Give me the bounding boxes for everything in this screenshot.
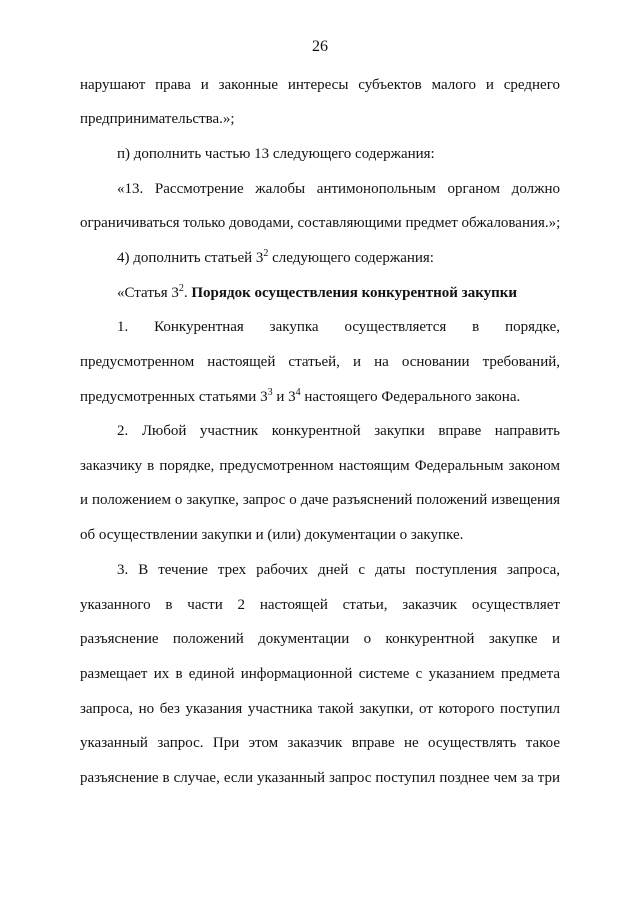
text-fragment: настоящего Федерального закона. [300,389,521,405]
text-line: ограничиваться только доводами, составляющими предмет обжалования.»; [80,215,561,231]
superscript: 2 [263,248,269,259]
text-line: предпринимательства.»; [80,111,235,127]
superscript: 4 [295,387,301,398]
page-number: 26 [312,38,328,55]
text-line: предусмотренном настоящей статьей, и на основании требований, [80,354,560,370]
text-line: нарушают права и законные интересы субъектов малого и среднего [80,77,560,93]
text-line: 2. Любой участник конкурентной закупки вправе направить [117,423,560,439]
text-line: разъяснение в случае, если указанный запрос поступил позднее чем за три [80,770,560,786]
article-title: Порядок осуществления конкурентной закупки [191,285,518,301]
text-line: 1. Конкурентная закупка осуществляется в порядке, [117,319,560,335]
text-line: указанный запрос. При этом заказчик вправе не осуществлять такое [80,735,560,751]
text-line: и положением о закупке, запрос о даче разъяснений положений извещения [80,492,560,508]
text-line: запроса, но без указания участника такой закупки, от которого поступил [80,701,560,717]
text-line: об осуществлении закупки и (или) документации о закупке. [80,527,464,543]
superscript: 3 [267,387,273,398]
text-fragment: предусмотренных статьями 3 [80,389,268,405]
text-fragment: и 3 [272,389,296,405]
article-heading [117,284,517,302]
text-line [80,388,520,406]
text-line: п) дополнить частью 13 следующего содержания: [117,146,435,162]
text-line: указанного в части 2 настоящей статьи, заказчик осуществляет [80,597,560,613]
text-line: заказчику в порядке, предусмотренном настоящим Федеральным законом [80,458,560,474]
superscript: 2 [178,283,184,294]
text-fragment: . [183,285,192,301]
text-line: разъяснение положений документации о конкурентной закупке и [80,631,560,647]
text-line [117,249,434,267]
text-line: размещает их в единой информационной системе с указанием предмета [80,666,560,682]
text-fragment: следующего содержания: [268,250,434,266]
text-line: «13. Рассмотрение жалобы антимонопольным органом должно [117,181,560,197]
text-fragment: 4) дополнить статьей 3 [117,250,264,266]
text-line: 3. В течение трех рабочих дней с даты поступления запроса, [117,562,560,578]
text-fragment: «Статья 3 [117,285,179,301]
